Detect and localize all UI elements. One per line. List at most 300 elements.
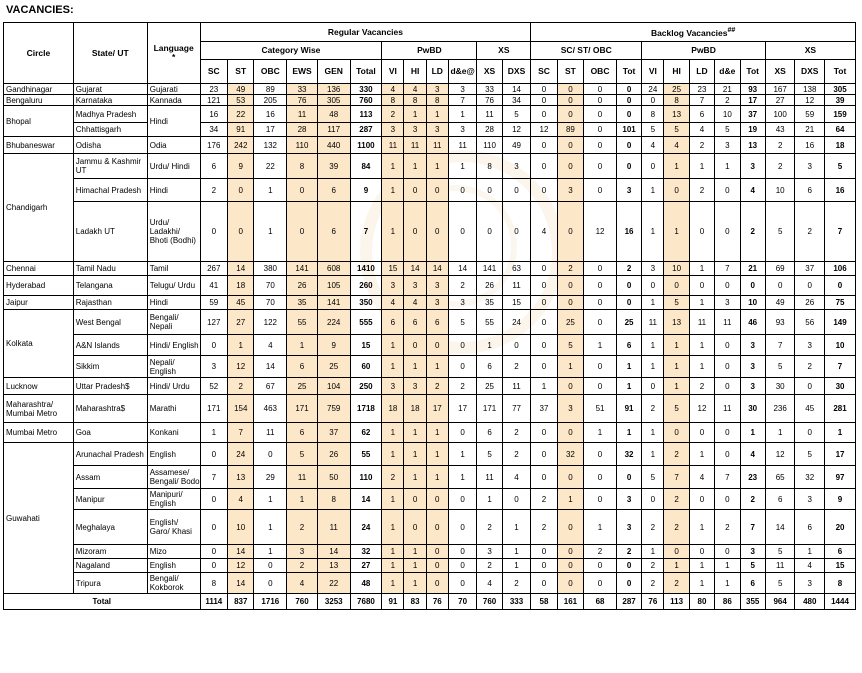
value-cell: 0 [531,545,557,559]
value-cell: 1 [254,545,287,559]
value-cell: 3 [642,262,664,276]
circle-cell: Kolkata [4,310,74,378]
value-cell: 4 [689,123,714,137]
value-cell: 1 [689,559,714,573]
value-cell: 4 [531,202,557,262]
value-cell: 0 [584,443,617,466]
value-cell: 0 [584,95,617,106]
value-cell: 0 [664,276,689,296]
value-cell: 2 [502,356,531,378]
value-cell: 6 [477,423,502,443]
value-cell: 25 [287,378,318,395]
value-cell: 1 [642,296,664,310]
table-row [4,310,856,335]
value-cell: 0 [584,489,617,510]
value-cell: 0 [531,179,557,202]
value-cell: 2 [502,573,531,594]
value-cell: 0 [557,510,583,545]
value-cell: 1 [382,443,404,466]
total-value-cell: 287 [616,594,641,610]
value-cell: 11 [287,466,318,489]
value-cell: 0 [557,95,583,106]
header-regular-vacancies: Regular Vacancies [200,23,531,42]
value-cell: 3 [740,335,765,356]
value-cell: 0 [584,378,617,395]
value-cell: 7 [715,262,740,276]
value-cell: 281 [825,395,856,423]
value-cell: 5 [557,335,583,356]
value-cell: 3 [740,545,765,559]
value-cell: 1 [477,489,502,510]
value-cell: 305 [825,84,856,95]
value-cell: 39 [825,95,856,106]
circle-cell: Chennai [4,262,74,276]
value-cell: 0 [200,545,227,559]
value-cell: 0 [584,123,617,137]
value-cell: 1 [426,423,448,443]
value-cell: 1 [502,545,531,559]
value-cell: 463 [254,395,287,423]
value-cell: 49 [228,84,254,95]
value-cell: 171 [200,395,227,423]
value-cell: 1 [689,154,714,179]
col-header-regular: LD [426,60,448,84]
value-cell: 84 [350,154,382,179]
value-cell: 250 [350,378,382,395]
value-cell: 0 [795,378,825,395]
value-cell: 0 [642,378,664,395]
value-cell: 23 [740,466,765,489]
col-header-regular: GEN [317,60,350,84]
value-cell: 0 [557,137,583,154]
value-cell: 1 [254,202,287,262]
col-header-regular: HI [404,60,426,84]
value-cell: 110 [287,137,318,154]
value-cell: 1 [795,545,825,559]
language-cell: Odia [147,137,200,154]
value-cell: 5 [740,559,765,573]
value-cell: 76 [477,95,502,106]
value-cell: 0 [531,559,557,573]
value-cell: 106 [825,262,856,276]
value-cell: 0 [426,573,448,594]
col-header-backlog: VI [642,60,664,84]
total-value-cell: 86 [715,594,740,610]
value-cell: 16 [200,106,227,123]
value-cell: 1 [404,106,426,123]
value-cell: 1 [382,510,404,545]
value-cell: 0 [531,466,557,489]
value-cell: 6 [616,335,641,356]
value-cell: 0 [664,179,689,202]
col-header-backlog: ST [557,60,583,84]
value-cell: 3 [382,378,404,395]
table-row [4,573,856,594]
value-cell: 1 [404,443,426,466]
header-language-label: Language [153,43,194,53]
value-cell: 6 [689,106,714,123]
table-row [4,335,856,356]
value-cell: 21 [795,123,825,137]
value-cell: 56 [795,310,825,335]
value-cell: 13 [664,106,689,123]
value-cell: 1 [715,559,740,573]
value-cell: 0 [584,262,617,276]
value-cell: 1 [584,335,617,356]
value-cell: 0 [616,106,641,123]
state-cell: Maharashtra$ [73,395,147,423]
value-cell: 1 [825,423,856,443]
value-cell: 0 [689,545,714,559]
state-cell: Arunachal Pradesh [73,443,147,466]
value-cell: 3 [557,179,583,202]
header-language-footnote: * [171,52,176,62]
value-cell: 76 [287,95,318,106]
value-cell: 260 [350,276,382,296]
value-cell: 0 [584,154,617,179]
value-cell: 1 [664,559,689,573]
value-cell: 0 [584,466,617,489]
value-cell: 25 [557,310,583,335]
value-cell: 141 [317,296,350,310]
value-cell: 0 [715,356,740,378]
value-cell: 0 [715,179,740,202]
header-regular-pwbd: PwBD [382,42,477,60]
value-cell: 23 [689,84,714,95]
value-cell: 60 [350,356,382,378]
circle-cell: Bhopal [4,106,74,137]
value-cell: 59 [795,106,825,123]
value-cell: 3 [795,573,825,594]
value-cell: 2 [287,510,318,545]
header-circle: Circle [4,23,74,84]
value-cell: 1 [765,423,795,443]
value-cell: 25 [616,310,641,335]
value-cell: 17 [740,95,765,106]
value-cell: 3 [382,123,404,137]
value-cell: 305 [317,95,350,106]
value-cell: 0 [715,443,740,466]
value-cell: 1 [382,573,404,594]
value-cell: 32 [616,443,641,466]
value-cell: 0 [584,296,617,310]
value-cell: 17 [825,443,856,466]
value-cell: 1 [689,262,714,276]
value-cell: 34 [502,95,531,106]
value-cell: 5 [287,443,318,466]
value-cell: 27 [228,310,254,335]
value-cell: 70 [254,276,287,296]
col-header-backlog: LD [689,60,714,84]
value-cell: 53 [228,95,254,106]
value-cell: 15 [350,335,382,356]
value-cell: 28 [287,123,318,137]
table-row [4,378,856,395]
value-cell: 0 [404,335,426,356]
value-cell: 12 [531,123,557,137]
value-cell: 9 [317,335,350,356]
value-cell: 2 [664,573,689,594]
value-cell: 0 [557,296,583,310]
table-row [4,559,856,573]
value-cell: 0 [477,202,502,262]
value-cell: 4 [477,573,502,594]
value-cell: 65 [765,466,795,489]
value-cell: 49 [765,296,795,310]
header-backlog-pwbd: PwBD [642,42,766,60]
value-cell: 3 [426,296,448,310]
value-cell: 0 [531,296,557,310]
value-cell: 4 [740,443,765,466]
value-cell: 2 [642,510,664,545]
value-cell: 45 [228,296,254,310]
value-cell: 0 [557,154,583,179]
value-cell: 3 [477,545,502,559]
value-cell: 0 [715,423,740,443]
value-cell: 0 [531,443,557,466]
value-cell: 1 [715,573,740,594]
value-cell: 46 [740,310,765,335]
value-cell: 0 [715,378,740,395]
table-row [4,262,856,276]
value-cell: 0 [664,423,689,443]
value-cell: 8 [200,573,227,594]
language-cell: Hindi/ Urdu [147,378,200,395]
col-header-regular: Total [350,60,382,84]
value-cell: 5 [765,573,795,594]
value-cell: 17 [254,123,287,137]
value-cell: 17 [426,395,448,423]
value-cell: 6 [765,489,795,510]
value-cell: 0 [616,466,641,489]
value-cell: 12 [584,202,617,262]
table-row [4,276,856,296]
header-backlog-vacancies [531,23,856,42]
total-value-cell: 964 [765,594,795,610]
state-cell: Goa [73,423,147,443]
value-cell: 0 [531,423,557,443]
value-cell: 1 [715,154,740,179]
value-cell: 141 [287,262,318,276]
value-cell: 6 [795,179,825,202]
value-cell: 1 [477,335,502,356]
value-cell: 1 [664,154,689,179]
value-cell: 0 [254,443,287,466]
value-cell: 7 [715,466,740,489]
state-cell: Assam [73,466,147,489]
value-cell: 0 [557,423,583,443]
state-cell: Karnataka [73,95,147,106]
value-cell: 0 [426,489,448,510]
state-cell: A&N Islands [73,335,147,356]
total-row [4,594,856,610]
value-cell: 5 [664,395,689,423]
value-cell: 32 [795,466,825,489]
value-cell: 14 [765,510,795,545]
value-cell: 1 [448,106,477,123]
value-cell: 18 [228,276,254,296]
value-cell: 0 [200,202,227,262]
value-cell: 62 [350,423,382,443]
value-cell: 0 [531,310,557,335]
value-cell: 350 [350,296,382,310]
value-cell: 3 [448,84,477,95]
value-cell: 3 [740,154,765,179]
value-cell: 0 [502,202,531,262]
value-cell: 4 [642,137,664,154]
state-cell: Tripura [73,573,147,594]
value-cell: 0 [531,262,557,276]
value-cell: 0 [200,510,227,545]
value-cell: 224 [317,310,350,335]
value-cell: 37 [531,395,557,423]
value-cell: 4 [664,137,689,154]
value-cell: 11 [448,137,477,154]
value-cell: 6 [404,310,426,335]
value-cell: 1 [382,356,404,378]
value-cell: 0 [584,310,617,335]
total-value-cell: 76 [426,594,448,610]
col-header-backlog: Tot [616,60,641,84]
value-cell: 37 [317,423,350,443]
value-cell: 10 [825,335,856,356]
value-cell: 2 [287,559,318,573]
value-cell: 1 [382,423,404,443]
value-cell: 0 [689,202,714,262]
value-cell: 0 [715,545,740,559]
language-cell: Assamese/ Bengali/ Bodo [147,466,200,489]
value-cell: 24 [350,510,382,545]
value-cell: 0 [689,276,714,296]
value-cell: 0 [584,559,617,573]
value-cell: 0 [228,179,254,202]
value-cell: 1 [404,466,426,489]
value-cell: 48 [350,573,382,594]
value-cell: 43 [765,123,795,137]
value-cell: 7 [350,202,382,262]
total-value-cell: 7680 [350,594,382,610]
total-value-cell: 70 [448,594,477,610]
value-cell: 7 [689,95,714,106]
value-cell: 24 [642,84,664,95]
value-cell: 2 [664,489,689,510]
value-cell: 1 [642,202,664,262]
value-cell: 33 [477,84,502,95]
value-cell: 0 [426,335,448,356]
value-cell: 49 [502,137,531,154]
value-cell: 1 [664,378,689,395]
value-cell: 2 [531,510,557,545]
value-cell: 0 [616,95,641,106]
value-cell: 59 [200,296,227,310]
value-cell: 2 [616,545,641,559]
language-cell: English [147,559,200,573]
value-cell: 1 [382,559,404,573]
value-cell: 2 [228,378,254,395]
value-cell: 10 [765,179,795,202]
value-cell: 2 [382,466,404,489]
value-cell: 89 [557,123,583,137]
value-cell: 8 [664,95,689,106]
value-cell: 55 [350,443,382,466]
value-cell: 1 [382,154,404,179]
value-cell: 0 [531,106,557,123]
value-cell: 1 [404,423,426,443]
value-cell: 3 [795,489,825,510]
value-cell: 0 [426,202,448,262]
language-cell: Nepali/ English [147,356,200,378]
value-cell: 14 [448,262,477,276]
value-cell: 6 [200,154,227,179]
value-cell: 11 [477,466,502,489]
value-cell: 22 [228,106,254,123]
value-cell: 1 [404,356,426,378]
value-cell: 39 [317,154,350,179]
value-cell: 32 [350,545,382,559]
value-cell: 5 [664,296,689,310]
value-cell: 41 [200,276,227,296]
value-cell: 23 [200,84,227,95]
total-value-cell: 1444 [825,594,856,610]
value-cell: 4 [404,84,426,95]
value-cell: 0 [404,179,426,202]
col-header-regular: ST [228,60,254,84]
total-value-cell: 80 [689,594,714,610]
header-backlog-footnote: ## [727,26,736,35]
value-cell: 0 [426,179,448,202]
value-cell: 0 [448,545,477,559]
value-cell: 0 [825,276,856,296]
value-cell: 0 [502,489,531,510]
value-cell: 1 [689,296,714,310]
table-row [4,84,856,95]
value-cell: 2 [765,154,795,179]
value-cell: 0 [795,276,825,296]
value-cell: 14 [228,545,254,559]
value-cell: 0 [200,559,227,573]
value-cell: 0 [642,489,664,510]
value-cell: 2 [689,137,714,154]
value-cell: 1 [689,510,714,545]
value-cell: 2 [642,573,664,594]
col-header-regular: XS [477,60,502,84]
value-cell: 0 [254,559,287,573]
value-cell: 0 [616,573,641,594]
value-cell: 0 [557,573,583,594]
value-cell: 122 [254,310,287,335]
value-cell: 9 [350,179,382,202]
value-cell: 1 [426,154,448,179]
value-cell: 14 [502,84,531,95]
value-cell: 0 [557,202,583,262]
language-cell: Telugu/ Urdu [147,276,200,296]
value-cell: 0 [448,559,477,573]
col-header-regular: d&e@ [448,60,477,84]
circle-cell: Mumbai Metro [4,423,74,443]
value-cell: 1 [382,489,404,510]
value-cell: 11 [689,310,714,335]
header-state: State/ UT [73,23,147,84]
value-cell: 0 [254,573,287,594]
value-cell: 104 [317,378,350,395]
value-cell: 2 [765,137,795,154]
value-cell: 2 [740,202,765,262]
value-cell: 0 [584,573,617,594]
value-cell: 5 [825,154,856,179]
value-cell: 11 [477,106,502,123]
value-cell: 0 [616,276,641,296]
value-cell: 12 [228,356,254,378]
